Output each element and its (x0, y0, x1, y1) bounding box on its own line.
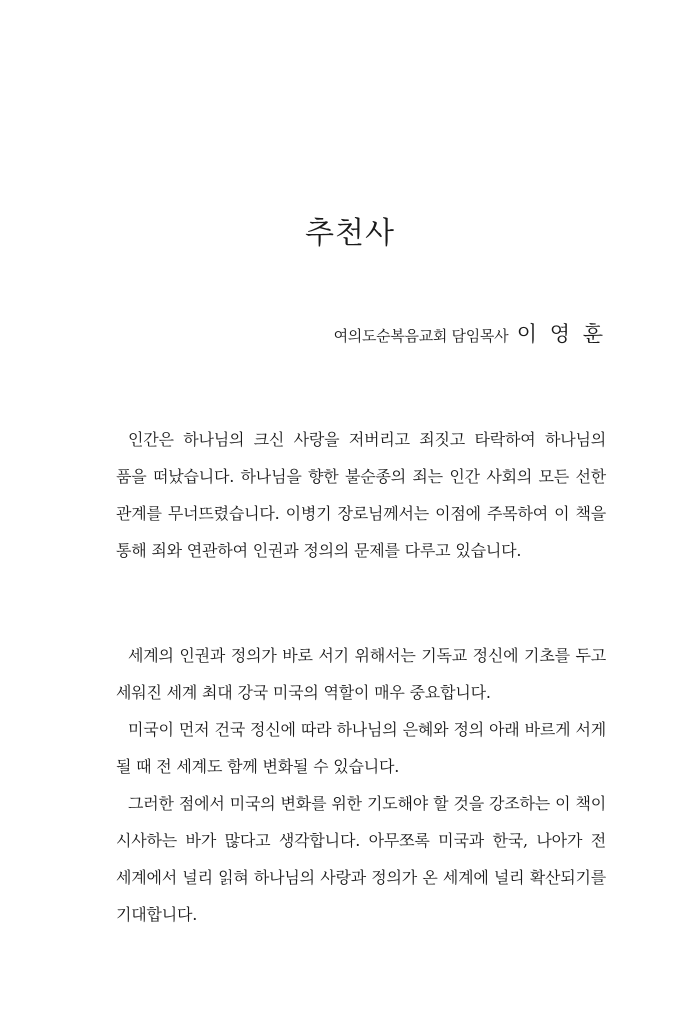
body-paragraph: 미국이 먼저 건국 정신에 따라 하나님의 은혜와 정의 아래 바르게 서게 될 때 전 세계도 함께 변화될 수 있습니다. (116, 720, 606, 776)
body-paragraph: 인간은 하나님의 크신 사랑을 저버리고 죄짓고 타락하여 하나님의 품을 떠났습니다. 하나님을 향한 불순종의 죄는 인간 사회의 모든 선한 관계를 무너뜨렸습니다. 이병기 장로님께서는 이점에 주목하여 이 책을 통해 죄와 연관하여 인권과 정의의 문제를 다루고 있습니다. (116, 430, 606, 560)
body-section-1 (116, 421, 606, 569)
body-paragraph: 세계의 인권과 정의가 바로 서기 위해서는 기독교 정신에 기초를 두고 세워진 세계 최대 강국 미국의 역할이 매우 중요합니다. (116, 646, 606, 702)
author-affiliation: 여의도순복음교회 담임목사 (333, 327, 509, 345)
body-section-2 (116, 637, 606, 933)
body-paragraph: 그러한 점에서 미국의 변화를 위한 기도해야 할 것을 강조하는 이 책이 시사하는 바가 많다고 생각합니다. 아무쪼록 미국과 한국, 나아가 전 세계에서 널리 읽혀 하나님의 사랑과 정의가 온 세계에 널리 확산되기를 기대합니다. (116, 794, 606, 924)
page-title: 추천사 (305, 216, 395, 251)
author-line (334, 318, 606, 348)
author-name: 이 영 훈 (516, 322, 606, 346)
